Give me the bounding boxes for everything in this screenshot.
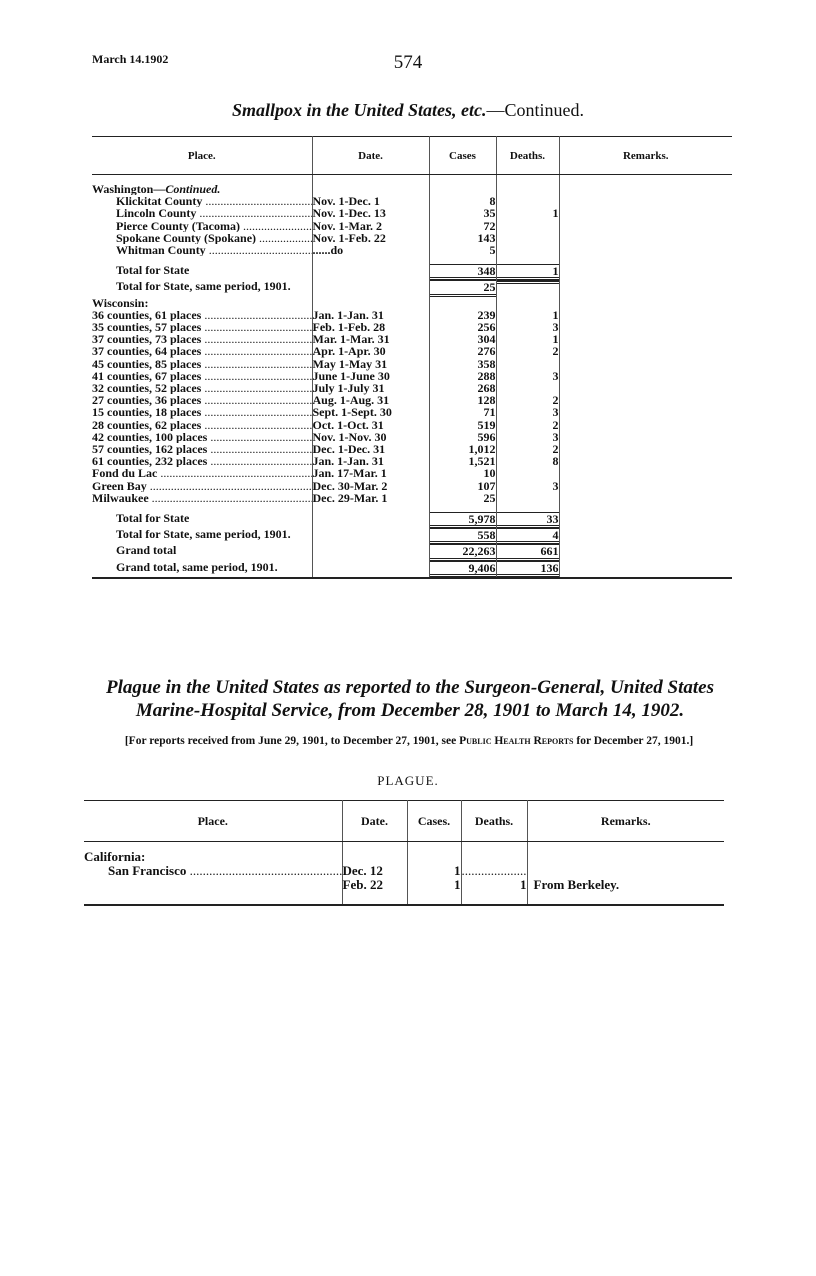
place-cell [92, 370, 312, 382]
deaths-cell [496, 561, 559, 578]
date-cell: Nov. 1-Dec. 13 [312, 207, 429, 219]
cases-cell: 25 [429, 492, 496, 504]
place-name: Pierce County (Tacoma) ..... [116, 220, 312, 232]
date-cell: June 1-June 30 [312, 370, 429, 382]
deaths-value: 1 [552, 308, 559, 322]
remarks-cell [559, 492, 732, 504]
deaths-cell [496, 280, 559, 296]
total-row [92, 264, 732, 280]
place-name: 15 counties, 18 places ..... [92, 406, 312, 418]
deaths-cell [496, 264, 559, 280]
state-label: Wisconsin: [92, 297, 312, 309]
deaths-cell [496, 195, 559, 207]
cases-cell [429, 544, 496, 560]
remarks-cell [559, 528, 732, 544]
table-row [92, 431, 732, 443]
col-header-deaths: Deaths. [461, 801, 527, 842]
deaths-cell [496, 419, 559, 431]
remarks-cell [527, 864, 724, 878]
cases-cell [429, 528, 496, 544]
state-row-california [84, 850, 724, 864]
remarks-cell [559, 207, 732, 219]
deaths-value: 1 [552, 207, 559, 220]
cases-cell: 8 [429, 195, 496, 207]
date-cell: May 1-May 31 [312, 358, 429, 370]
cases-cell: 596 [429, 431, 496, 443]
deaths-cell [496, 394, 559, 406]
cases-cell: 72 [429, 220, 496, 232]
place-name: 57 counties, 162 places ..... [92, 443, 312, 455]
place-name: 36 counties, 61 places ..... [92, 309, 312, 321]
deaths-cell [496, 232, 559, 244]
smallpox-table-title [0, 100, 816, 121]
cases-cell: 288 [429, 370, 496, 382]
place-name: 27 counties, 36 places ..... [92, 394, 312, 406]
total-cases: 25 [430, 280, 496, 296]
date-cell: Dec. 12 [342, 864, 407, 878]
remarks-cell [559, 406, 732, 418]
table-row [92, 492, 732, 504]
title-italic: Smallpox in the United States, etc. [231, 100, 487, 120]
place-name: 41 counties, 67 places ..... [92, 370, 312, 382]
remarks-cell [559, 480, 732, 492]
total-deaths: 4 [497, 528, 559, 544]
title-continued: —Continued. [486, 100, 584, 120]
place-cell [92, 492, 312, 504]
place-cell [92, 333, 312, 345]
cases-cell: 71 [429, 406, 496, 418]
date-cell [312, 561, 429, 578]
col-header-date: Date. [312, 137, 429, 175]
table-row [92, 220, 732, 232]
col-header-date: Date. [342, 801, 407, 842]
date-cell: Jan. 1-Jan. 31 [312, 455, 429, 467]
deaths-cell [496, 480, 559, 492]
remarks-cell [559, 358, 732, 370]
total-label: Grand total [92, 544, 312, 560]
total-deaths: 1 [497, 264, 559, 280]
remarks-cell [559, 333, 732, 345]
deaths-value: 8 [552, 455, 559, 468]
date-cell [312, 264, 429, 280]
spacer-row [84, 842, 724, 851]
place-cell [92, 431, 312, 443]
deaths-cell [496, 544, 559, 560]
deaths-cell [496, 406, 559, 418]
deaths-value: 3 [552, 430, 559, 444]
deaths-cell [496, 309, 559, 321]
state-label [92, 183, 312, 195]
place-name: San Francisco ..... [108, 864, 342, 878]
table-row [92, 419, 732, 431]
plague-table [84, 800, 724, 906]
cases-cell: 143 [429, 232, 496, 244]
table-row [92, 406, 732, 418]
deaths-value: 3 [552, 369, 559, 383]
total-deaths [497, 280, 559, 284]
table-row [92, 455, 732, 467]
cases-cell: 256 [429, 321, 496, 333]
note-suffix: for December 27, 1901.] [576, 735, 694, 747]
deaths-value: 2 [552, 418, 559, 431]
place-name: 37 counties, 64 places ..... [92, 345, 312, 357]
smallpox-body [92, 175, 732, 578]
cases-cell: 268 [429, 382, 496, 394]
cases-cell: 1 [407, 864, 461, 878]
total-cases: 348 [430, 264, 496, 280]
deaths-cell [496, 455, 559, 467]
place-cell [84, 864, 342, 878]
place-cell [92, 358, 312, 370]
total-label: Total for State [92, 264, 312, 280]
state-row-washington [92, 183, 732, 195]
deaths-cell [496, 528, 559, 544]
date-cell: Dec. 29-Mar. 1 [312, 492, 429, 504]
date-cell: Sept. 1-Sept. 30 [312, 406, 429, 418]
place-cell [92, 220, 312, 232]
table-row [92, 321, 732, 333]
date-cell [312, 544, 429, 560]
deaths-value: 3 [552, 479, 559, 492]
date-cell: Nov. 1-Mar. 2 [312, 220, 429, 232]
date-cell: Oct. 1-Oct. 31 [312, 419, 429, 431]
note-source: Public Health Reports [459, 735, 574, 747]
remarks-cell [559, 419, 732, 431]
table-row [92, 309, 732, 321]
total-cases: 5,978 [430, 512, 496, 528]
cases-cell: 1 [407, 878, 461, 905]
deaths-value: 1 [552, 333, 559, 346]
cases-cell [429, 512, 496, 528]
cases-cell: 304 [429, 333, 496, 345]
col-header-deaths: Deaths. [496, 137, 559, 175]
date-cell: Dec. 30-Mar. 2 [312, 480, 429, 492]
table-row [84, 878, 724, 905]
place-cell [92, 467, 312, 479]
note-prefix: [For reports received from June 29, 1901, to December 27, 1901, see [124, 735, 457, 747]
remarks-cell [559, 382, 732, 394]
plague-note [84, 735, 734, 748]
remarks-cell [559, 309, 732, 321]
deaths-cell [496, 207, 559, 219]
date-cell: ......do [312, 244, 429, 256]
remarks-cell [559, 280, 732, 296]
deaths-value: 3 [552, 406, 559, 419]
page-date: March 14.1902 [92, 52, 169, 66]
total-row [92, 561, 732, 578]
state-label: California: [84, 850, 342, 864]
deaths-cell [496, 382, 559, 394]
cases-cell: 358 [429, 358, 496, 370]
table-row [92, 480, 732, 492]
deaths-cell [496, 443, 559, 455]
table-row [84, 864, 724, 878]
cases-cell: 276 [429, 345, 496, 357]
table-row [92, 358, 732, 370]
total-deaths: 33 [497, 512, 559, 528]
remarks-cell [559, 544, 732, 560]
cases-cell: 519 [429, 419, 496, 431]
date-cell: Jan. 1-Jan. 31 [312, 309, 429, 321]
cases-cell: 239 [429, 309, 496, 321]
cases-cell: 1,012 [429, 443, 496, 455]
remarks-cell [559, 195, 732, 207]
place-name: 42 counties, 100 places ..... [92, 431, 312, 443]
place-cell [92, 309, 312, 321]
col-header-cases: Cases [429, 137, 496, 175]
place-name: 35 counties, 57 places ..... [92, 321, 312, 333]
table-row [92, 345, 732, 357]
table-row [92, 467, 732, 479]
total-deaths: 136 [497, 561, 559, 577]
place-cell [92, 406, 312, 418]
deaths-value [462, 864, 527, 878]
cases-cell: 107 [429, 480, 496, 492]
date-cell [312, 512, 429, 528]
col-header-cases: Cases. [407, 801, 461, 842]
cases-cell: 1,521 [429, 455, 496, 467]
remarks-cell [559, 370, 732, 382]
place-cell [92, 455, 312, 467]
date-cell: July 1-July 31 [312, 382, 429, 394]
deaths-cell [461, 864, 527, 878]
deaths-value: 2 [552, 443, 559, 456]
cases-cell [429, 264, 496, 280]
deaths-cell: 1 [461, 878, 527, 905]
plague-header-row [84, 801, 724, 842]
place-name: 32 counties, 52 places ..... [92, 382, 312, 394]
col-header-remarks: Remarks. [559, 137, 732, 175]
deaths-cell [496, 370, 559, 382]
date-cell: Jan. 17-Mar. 1 [312, 467, 429, 479]
table-row [92, 382, 732, 394]
place-name: 28 counties, 62 places ..... [92, 419, 312, 431]
date-cell [312, 528, 429, 544]
total-row [92, 280, 732, 296]
remarks-cell [559, 394, 732, 406]
remarks-cell [559, 455, 732, 467]
remarks-cell [559, 220, 732, 232]
total-row [92, 512, 732, 528]
total-cases: 558 [430, 528, 496, 544]
deaths-cell [496, 467, 559, 479]
place-name: Klickitat County ..... [116, 195, 312, 207]
deaths-cell [496, 220, 559, 232]
cases-cell: 35 [429, 207, 496, 219]
place-name: 45 counties, 85 places ..... [92, 358, 312, 370]
smallpox-header-row [92, 137, 732, 175]
state-name: Washington— [92, 183, 166, 196]
place-name: Fond du Lac ..... [92, 467, 312, 479]
deaths-cell [496, 333, 559, 345]
table-row [92, 207, 732, 219]
remarks-cell: From Berkeley. [533, 877, 620, 892]
plague-heading: PLAGUE. [377, 773, 439, 788]
table-row [92, 443, 732, 455]
col-header-remarks: Remarks. [527, 801, 724, 842]
remarks-cell [559, 561, 732, 578]
deaths-cell [496, 512, 559, 528]
place-cell [92, 480, 312, 492]
remarks-cell [559, 232, 732, 244]
place-cell [92, 345, 312, 357]
spacer-row [92, 175, 732, 184]
place-cell [92, 419, 312, 431]
remarks-cell [559, 443, 732, 455]
total-cases: 22,263 [430, 544, 496, 560]
deaths-cell [496, 358, 559, 370]
place-cell [92, 321, 312, 333]
remarks-cell [559, 512, 732, 528]
total-label: Total for State, same period, 1901. [92, 528, 312, 544]
place-name: Spokane County (Spokane) ..... [116, 232, 312, 244]
col-header-place: Place. [84, 801, 342, 842]
page-number: 574 [393, 52, 423, 73]
col-header-place: Place. [92, 137, 312, 175]
deaths-value: 2 [552, 345, 559, 358]
place-cell [92, 382, 312, 394]
total-row [92, 528, 732, 544]
remarks-cell [559, 321, 732, 333]
smallpox-table [92, 136, 732, 579]
deaths-cell [496, 244, 559, 256]
place-cell [92, 232, 312, 244]
remarks-cell [559, 467, 732, 479]
remarks-cell [559, 431, 732, 443]
place-name: Lincoln County ..... [116, 207, 312, 219]
place-name: 61 counties, 232 places ..... [92, 455, 312, 467]
table-row [92, 394, 732, 406]
total-row [92, 544, 732, 560]
date-cell: Feb. 22 [342, 878, 407, 905]
place-name: 37 counties, 73 places ..... [92, 333, 312, 345]
table-row [92, 333, 732, 345]
date-cell: Dec. 1-Dec. 31 [312, 443, 429, 455]
remarks-cell [559, 244, 732, 256]
deaths-cell [496, 321, 559, 333]
cases-cell: 10 [429, 467, 496, 479]
total-cases: 9,406 [430, 561, 496, 577]
plague-table-title: Plague in the United States as reported to the Surgeon-General, United States Marine-Hospital Service, from December 28, 1901 to March 14, 1902. [105, 677, 715, 721]
cases-cell [429, 561, 496, 578]
total-deaths: 661 [497, 544, 559, 560]
continued-label: Continued. [165, 183, 221, 196]
remarks-cell [559, 264, 732, 280]
place-name: Milwaukee ..... [92, 492, 312, 504]
date-cell: Nov. 1-Nov. 30 [312, 431, 429, 443]
total-label: Grand total, same period, 1901. [92, 561, 312, 578]
date-cell [312, 280, 429, 296]
deaths-value: 3 [552, 321, 559, 334]
place-name: Whitman County ..... [116, 244, 312, 256]
cases-cell: 128 [429, 394, 496, 406]
total-label: Total for State [92, 512, 312, 528]
place-cell [92, 207, 312, 219]
place-cell [92, 443, 312, 455]
place-name: Green Bay ..... [92, 480, 312, 492]
table-row [92, 232, 732, 244]
place-cell [92, 394, 312, 406]
cases-cell [429, 280, 496, 296]
deaths-cell [496, 492, 559, 504]
remarks-cell [559, 345, 732, 357]
table-row [92, 370, 732, 382]
date-cell: Apr. 1-Apr. 30 [312, 345, 429, 357]
cases-cell: 5 [429, 244, 496, 256]
date-cell: Nov. 1-Dec. 1 [312, 195, 429, 207]
table-row [92, 244, 732, 256]
date-cell: Aug. 1-Aug. 31 [312, 394, 429, 406]
state-row-wisconsin [92, 297, 732, 309]
place-cell [92, 244, 312, 256]
spacer-row [92, 256, 732, 264]
place-cell [92, 195, 312, 207]
date-cell: Nov. 1-Feb. 22 [312, 232, 429, 244]
deaths-value: 2 [552, 394, 559, 407]
deaths-cell [496, 431, 559, 443]
date-cell: Mar. 1-Mar. 31 [312, 333, 429, 345]
table-row [92, 195, 732, 207]
total-label: Total for State, same period, 1901. [92, 280, 312, 296]
date-cell: Feb. 1-Feb. 28 [312, 321, 429, 333]
spacer-row [92, 504, 732, 512]
deaths-cell [496, 345, 559, 357]
